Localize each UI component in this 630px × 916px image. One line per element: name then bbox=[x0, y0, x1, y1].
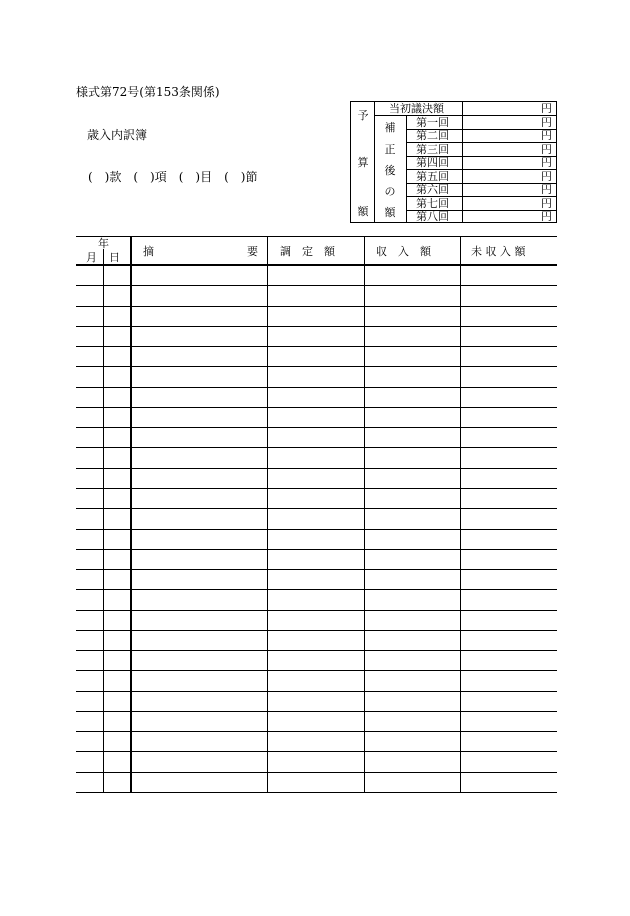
header-summary-left: 摘 bbox=[143, 245, 154, 258]
header-summary-right: 要 bbox=[247, 245, 258, 258]
yen-unit: 円 bbox=[541, 129, 552, 142]
ledger-title: 歳入内訳簿 bbox=[87, 128, 148, 142]
table-row bbox=[76, 488, 557, 489]
table-row bbox=[76, 711, 557, 712]
table-row bbox=[76, 285, 557, 286]
table-row bbox=[76, 529, 557, 530]
table-row bbox=[76, 792, 557, 793]
table-row bbox=[76, 387, 557, 388]
header-received: 収 入 額 bbox=[376, 245, 431, 258]
table-row bbox=[76, 610, 557, 611]
table-row bbox=[76, 650, 557, 651]
yen-unit: 円 bbox=[541, 183, 552, 196]
budget-box bbox=[350, 101, 557, 223]
budget-classification: ( )款 ( )項 ( )目 ( )節 bbox=[88, 170, 258, 184]
table-row bbox=[76, 346, 557, 347]
yen-unit: 円 bbox=[541, 102, 552, 115]
header-month: 月 bbox=[86, 251, 97, 264]
revision-label-char: 補 bbox=[384, 121, 396, 134]
header-day: 日 bbox=[109, 251, 120, 264]
table-row bbox=[76, 366, 557, 367]
budget-label-char: 算 bbox=[357, 156, 369, 169]
header-unreceived: 未 収 入 額 bbox=[471, 245, 526, 258]
form-number: 様式第72号(第153条関係) bbox=[76, 85, 220, 99]
revision-label-char: 正 bbox=[384, 143, 396, 156]
table-row bbox=[76, 670, 557, 671]
revision-label-char: の bbox=[384, 185, 396, 198]
table-row bbox=[76, 731, 557, 732]
table-row bbox=[76, 569, 557, 570]
yen-unit: 円 bbox=[541, 197, 552, 210]
header-assessed: 調 定 額 bbox=[280, 245, 335, 258]
budget-label-char: 額 bbox=[357, 205, 369, 218]
budget-row-label: 第五回 bbox=[416, 170, 449, 183]
revision-label-char: 後 bbox=[384, 164, 396, 177]
table-row bbox=[76, 589, 557, 590]
budget-row-label: 第六回 bbox=[416, 183, 449, 196]
table-row bbox=[76, 427, 557, 428]
table-row bbox=[76, 751, 557, 752]
ledger-table bbox=[76, 236, 557, 793]
table-row bbox=[76, 691, 557, 692]
revision-label-char: 額 bbox=[384, 206, 396, 219]
table-row bbox=[76, 306, 557, 307]
table-row bbox=[76, 772, 557, 773]
yen-unit: 円 bbox=[541, 210, 552, 223]
budget-row-label: 第三回 bbox=[416, 143, 449, 156]
table-row bbox=[76, 630, 557, 631]
header-year: 年 bbox=[98, 237, 109, 250]
table-row bbox=[76, 468, 557, 469]
yen-unit: 円 bbox=[541, 170, 552, 183]
yen-unit: 円 bbox=[541, 116, 552, 129]
budget-row-label: 第四回 bbox=[416, 156, 449, 169]
table-row bbox=[76, 508, 557, 509]
table-row bbox=[76, 447, 557, 448]
table-row bbox=[76, 407, 557, 408]
budget-label-char: 予 bbox=[357, 109, 369, 122]
budget-row-label: 第八回 bbox=[416, 210, 449, 223]
yen-unit: 円 bbox=[541, 143, 552, 156]
yen-unit: 円 bbox=[541, 156, 552, 169]
table-row bbox=[76, 549, 557, 550]
budget-row-label: 第七回 bbox=[416, 197, 449, 210]
table-row bbox=[76, 326, 557, 327]
budget-initial-label: 当初議決額 bbox=[389, 102, 444, 115]
budget-row-label: 第一回 bbox=[416, 116, 449, 129]
budget-row-label: 第二回 bbox=[416, 129, 449, 142]
